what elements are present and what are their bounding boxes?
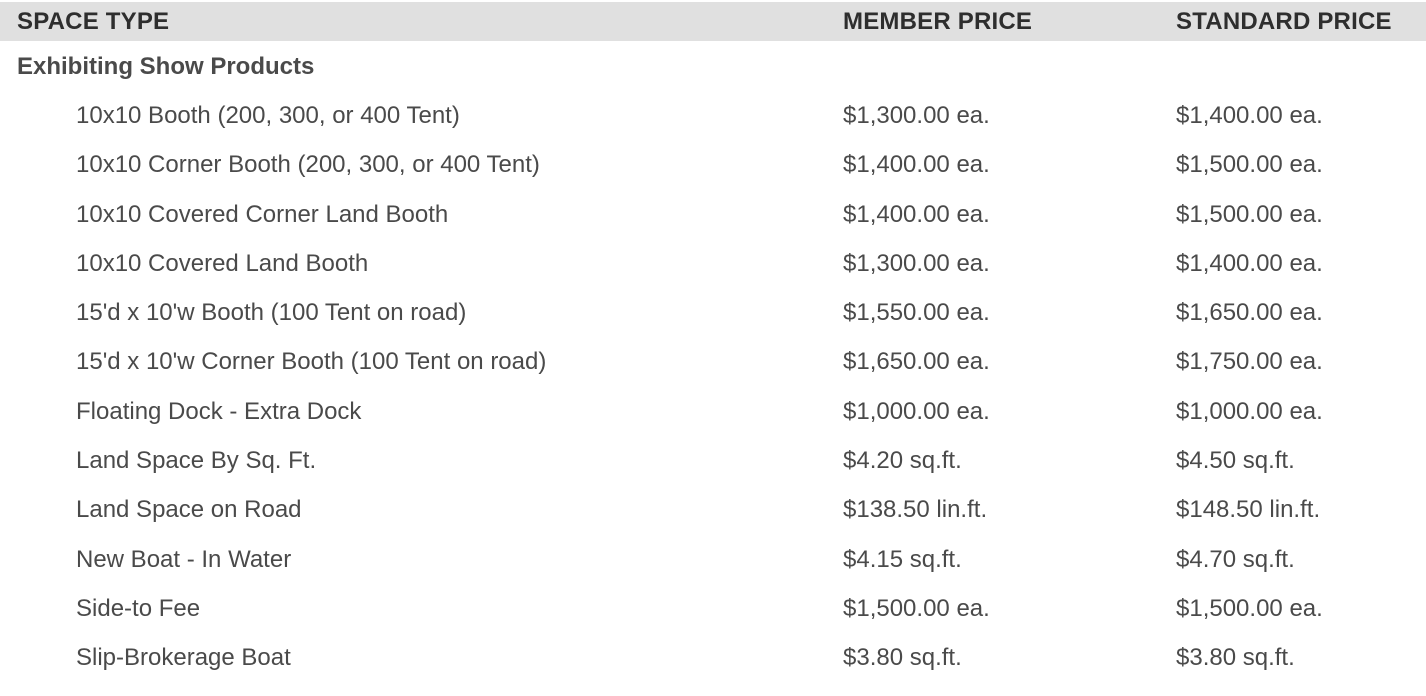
standard-price-cell: $1,500.00 ea. bbox=[1176, 151, 1323, 179]
table-header-row bbox=[0, 2, 1426, 41]
space-type-cell: 15'd x 10'w Booth (100 Tent on road) bbox=[76, 299, 467, 327]
member-price-cell: $1,500.00 ea. bbox=[843, 594, 990, 622]
space-type-cell: Floating Dock - Extra Dock bbox=[76, 397, 362, 425]
standard-price-cell: $1,750.00 ea. bbox=[1176, 348, 1323, 376]
column-header-member-price: MEMBER PRICE bbox=[843, 8, 1033, 35]
column-header-space-type: SPACE TYPE bbox=[17, 8, 170, 35]
space-type-cell: 10x10 Covered Corner Land Booth bbox=[76, 200, 449, 228]
member-price-cell: $4.20 sq.ft. bbox=[843, 447, 962, 475]
space-type-cell: 10x10 Corner Booth (200, 300, or 400 Tent) bbox=[76, 151, 540, 179]
member-price-cell: $3.80 sq.ft. bbox=[843, 644, 962, 672]
member-price-cell: $1,000.00 ea. bbox=[843, 397, 990, 425]
table-row bbox=[0, 387, 1426, 436]
member-price-cell: $1,400.00 ea. bbox=[843, 200, 990, 228]
standard-price-cell: $3.80 sq.ft. bbox=[1176, 644, 1295, 672]
table-row bbox=[0, 633, 1426, 682]
space-type-cell: Side-to Fee bbox=[76, 594, 201, 622]
standard-price-cell: $1,400.00 ea. bbox=[1176, 102, 1323, 129]
member-price-cell: $1,650.00 ea. bbox=[843, 348, 990, 376]
member-price-cell: $4.15 sq.ft. bbox=[843, 545, 962, 573]
space-type-cell: 15'd x 10'w Corner Booth (100 Tent on road) bbox=[76, 348, 547, 376]
table-row bbox=[0, 485, 1426, 534]
standard-price-cell: $1,500.00 ea. bbox=[1176, 594, 1323, 622]
space-type-cell: Land Space on Road bbox=[76, 496, 302, 524]
table-row bbox=[0, 239, 1426, 288]
standard-price-cell: $1,650.00 ea. bbox=[1176, 299, 1323, 327]
space-type-cell: 10x10 Covered Land Booth bbox=[76, 249, 369, 277]
table-row bbox=[0, 535, 1426, 584]
standard-price-cell: $4.50 sq.ft. bbox=[1176, 447, 1295, 475]
member-price-cell: $1,550.00 ea. bbox=[843, 299, 990, 327]
standard-price-cell: $1,500.00 ea. bbox=[1176, 200, 1323, 228]
column-header-standard-price: STANDARD PRICE bbox=[1176, 8, 1392, 35]
section-title: Exhibiting Show Products bbox=[17, 53, 315, 80]
space-type-cell: New Boat - In Water bbox=[76, 545, 292, 573]
standard-price-cell: $1,000.00 ea. bbox=[1176, 397, 1323, 425]
standard-price-cell: $148.50 lin.ft. bbox=[1176, 496, 1321, 524]
table-row bbox=[0, 190, 1426, 239]
table-row bbox=[0, 288, 1426, 337]
member-price-cell: $1,300.00 ea. bbox=[843, 102, 990, 129]
table-row bbox=[0, 140, 1426, 189]
member-price-cell: $138.50 lin.ft. bbox=[843, 496, 988, 524]
member-price-cell: $1,300.00 ea. bbox=[843, 249, 990, 277]
table-row bbox=[0, 584, 1426, 633]
space-type-cell: 10x10 Booth (200, 300, or 400 Tent) bbox=[76, 102, 460, 129]
table-body bbox=[0, 91, 1426, 683]
table-row bbox=[0, 91, 1426, 140]
table-row bbox=[0, 337, 1426, 386]
standard-price-cell: $1,400.00 ea. bbox=[1176, 249, 1323, 277]
space-type-cell: Slip-Brokerage Boat bbox=[76, 644, 291, 672]
space-type-cell: Land Space By Sq. Ft. bbox=[76, 447, 317, 475]
table-row bbox=[0, 436, 1426, 485]
standard-price-cell: $4.70 sq.ft. bbox=[1176, 545, 1295, 573]
member-price-cell: $1,400.00 ea. bbox=[843, 151, 990, 179]
